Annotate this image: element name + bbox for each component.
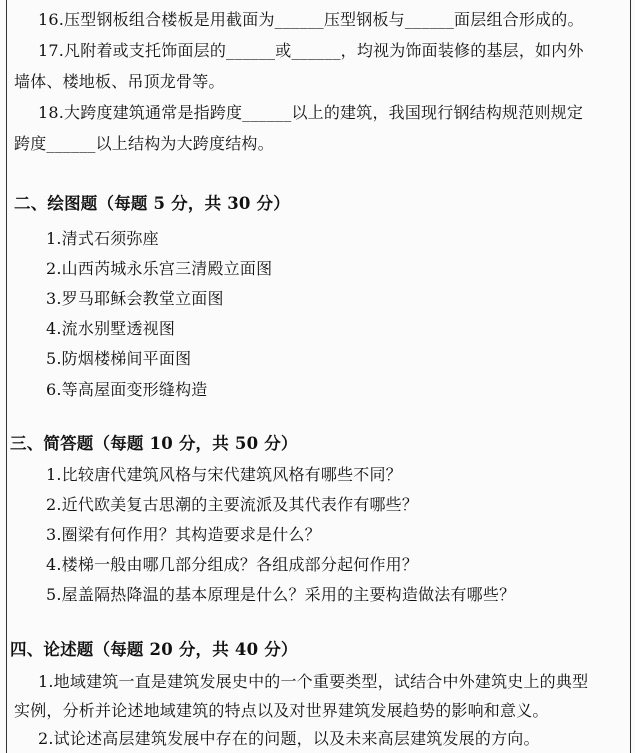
section-2-item: 1.清式石须弥座	[46, 229, 159, 248]
section-3-item: 5.屋盖隔热降温的基本原理是什么？采用的主要构造做法有哪些？	[46, 585, 516, 604]
question-16: 16.压型钢板组合楼板是用截面为______压型钢板与______面层组合形成的。	[38, 10, 584, 29]
question-17-line1: 17.凡附着或支托饰面层的______或______，均视为饰面装修的基层，如内外	[38, 41, 584, 60]
section-4-title: 四、论述题（每题 20 分，共 40 分）	[10, 640, 298, 659]
section-2-item: 2.山西芮城永乐宫三清殿立面图	[46, 259, 273, 278]
section-3-item: 1.比较唐代建筑风格与宋代建筑风格有哪些不同？	[46, 465, 402, 484]
essay-question-1-line1: 1.地域建筑一直是建筑发展史中的一个重要类型，试结合中外建筑史上的典型	[38, 672, 589, 691]
section-2-item: 6.等高屋面变形缝构造	[46, 380, 208, 399]
section-2-title: 二、绘图题（每题 5 分，共 30 分）	[14, 194, 290, 213]
section-2-item: 3.罗马耶稣会教堂立面图	[46, 289, 224, 308]
section-3-item: 4.楼梯一般由哪几部分组成？各组成部分起何作用？	[46, 555, 419, 574]
section-3-title: 三、简答题（每题 10 分，共 50 分）	[10, 434, 298, 453]
question-18-line2: 跨度______以上结构为大跨度结构。	[14, 134, 274, 153]
question-17-line2: 墙体、楼地板、吊顶龙骨等。	[14, 72, 225, 91]
page-border-left	[6, 0, 7, 753]
essay-question-2: 2.试论述高层建筑发展中存在的问题，以及未来高层建筑发展的方向。	[38, 729, 540, 748]
section-2-item: 4.流水别墅透视图	[46, 319, 176, 338]
section-3-item: 2.近代欧美复古思潮的主要流派及其代表作有哪些？	[46, 495, 419, 514]
essay-question-1-line2: 实例，分析并论述地域建筑的特点以及对世界建筑发展趋势的影响和意义。	[14, 701, 549, 720]
section-2-item: 5.防烟楼梯间平面图	[46, 349, 192, 368]
section-3-item: 3.圈梁有何作用？其构造要求是什么？	[46, 525, 321, 544]
page-border-right	[630, 0, 631, 753]
question-18-line1: 18.大跨度建筑通常是指跨度______以上的建筑，我国现行钢结构规范则规定	[38, 103, 584, 122]
